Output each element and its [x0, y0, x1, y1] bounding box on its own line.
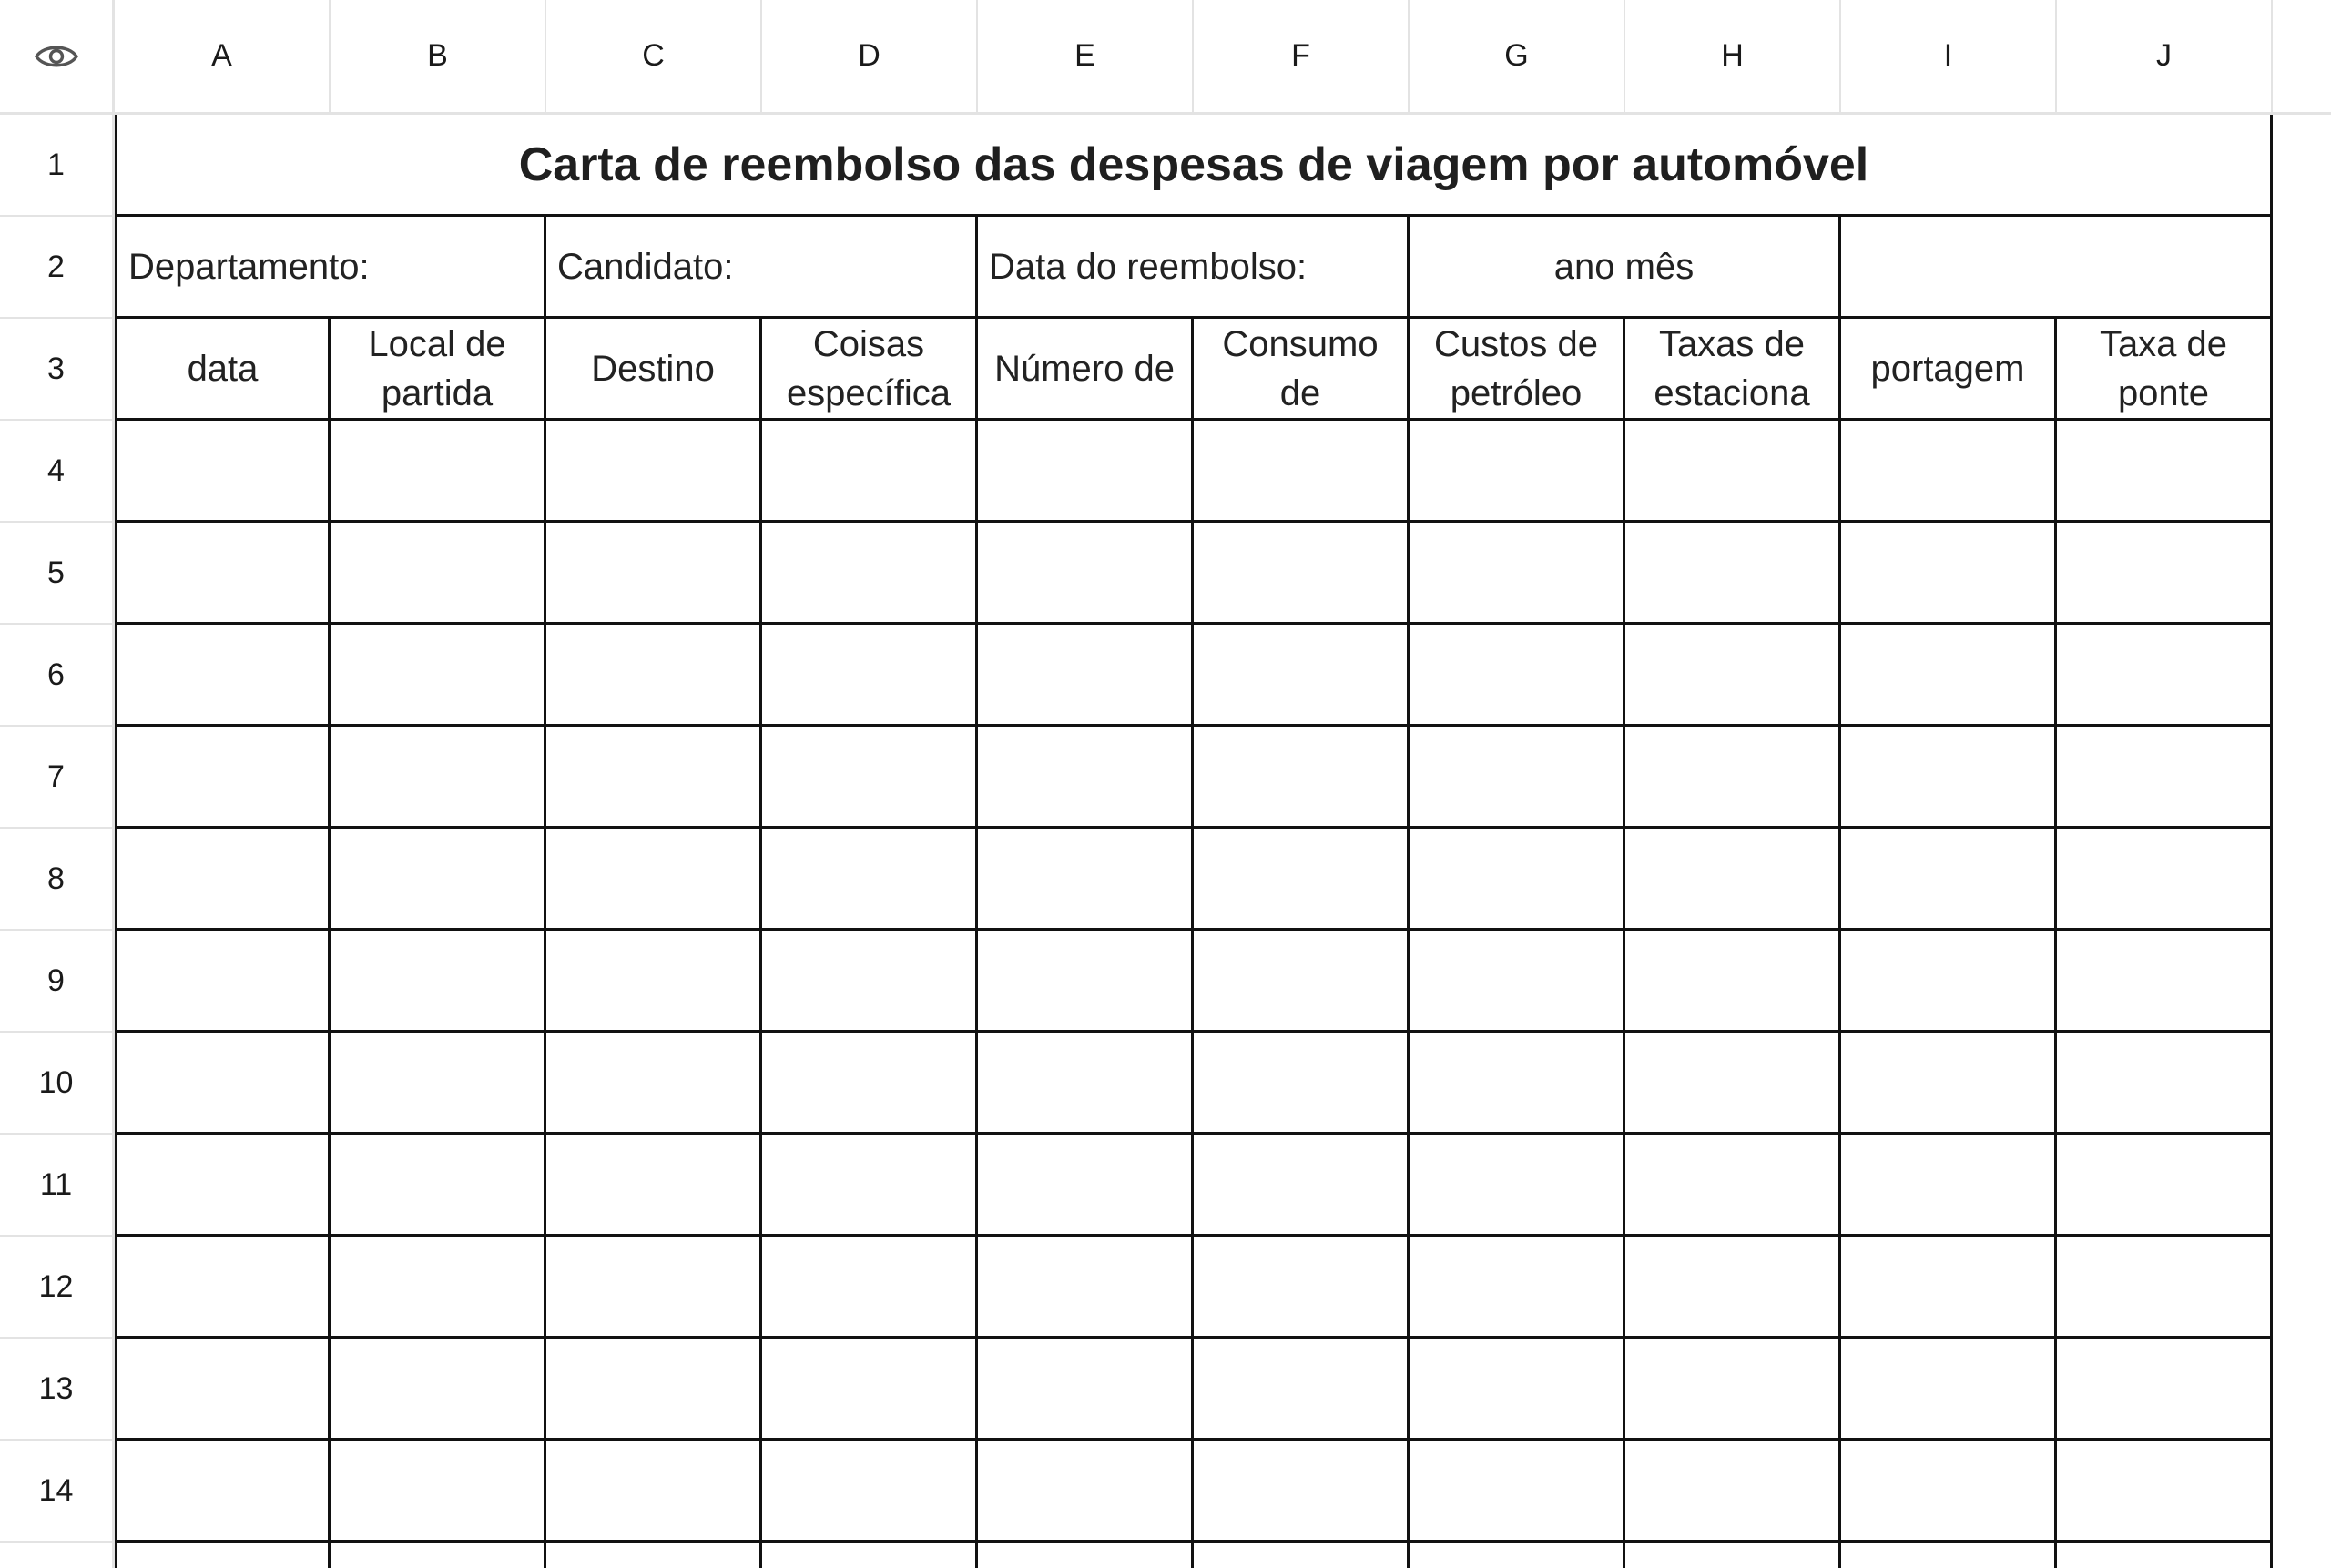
select-all-corner[interactable]: [0, 0, 115, 115]
cell-b7[interactable]: [331, 727, 546, 829]
cell-c10[interactable]: [546, 1033, 762, 1135]
cell-partial: [762, 1543, 978, 1568]
cell-h13[interactable]: [1625, 1339, 1841, 1441]
cell-f4[interactable]: [1194, 421, 1410, 523]
cell-f8[interactable]: [1194, 829, 1410, 931]
cell-c7[interactable]: [546, 727, 762, 829]
table-header-j[interactable]: Taxa de ponte: [2057, 319, 2273, 421]
cell-g9[interactable]: [1410, 931, 1625, 1033]
cell-c11[interactable]: [546, 1135, 762, 1237]
cell-f9[interactable]: [1194, 931, 1410, 1033]
applicant-label[interactable]: Candidato:: [546, 217, 978, 319]
cell-j13[interactable]: [2057, 1339, 2273, 1441]
cell-j7[interactable]: [2057, 727, 2273, 829]
cell-i12[interactable]: [1841, 1237, 2057, 1339]
cell-partial: [978, 1543, 1194, 1568]
cell-c9[interactable]: [546, 931, 762, 1033]
cell-d13[interactable]: [762, 1339, 978, 1441]
column-header-j[interactable]: J: [2057, 0, 2273, 115]
cell-e13[interactable]: [978, 1339, 1194, 1441]
cell-j4[interactable]: [2057, 421, 2273, 523]
cell-d7[interactable]: [762, 727, 978, 829]
cell-a10[interactable]: [115, 1033, 331, 1135]
row-header-partial: [0, 1543, 115, 1568]
cell-partial: [2057, 1543, 2273, 1568]
cell-b6[interactable]: [331, 625, 546, 727]
cell-c13[interactable]: [546, 1339, 762, 1441]
cell-g13[interactable]: [1410, 1339, 1625, 1441]
cell-d9[interactable]: [762, 931, 978, 1033]
cell-b8[interactable]: [331, 829, 546, 931]
cell-e10[interactable]: [978, 1033, 1194, 1135]
table-header-h[interactable]: Taxas de estaciona: [1625, 319, 1841, 421]
cell-i9[interactable]: [1841, 931, 2057, 1033]
row-header-2[interactable]: 2: [0, 217, 115, 319]
cell-i10[interactable]: [1841, 1033, 2057, 1135]
row-header-10[interactable]: 10: [0, 1033, 115, 1135]
cell-g4[interactable]: [1410, 421, 1625, 523]
cell-j5[interactable]: [2057, 523, 2273, 625]
column-header-g[interactable]: G: [1410, 0, 1625, 115]
column-header-h[interactable]: H: [1625, 0, 1841, 115]
cell-j10[interactable]: [2057, 1033, 2273, 1135]
row-header-3[interactable]: 3: [0, 319, 115, 421]
column-header-blank: [2273, 0, 2331, 115]
cell-g14[interactable]: [1410, 1441, 1625, 1543]
cell-d11[interactable]: [762, 1135, 978, 1237]
cell-i4[interactable]: [1841, 421, 2057, 523]
cell-j9[interactable]: [2057, 931, 2273, 1033]
row-header-9[interactable]: 9: [0, 931, 115, 1033]
cell-d4[interactable]: [762, 421, 978, 523]
cell-c12[interactable]: [546, 1237, 762, 1339]
cell-i11[interactable]: [1841, 1135, 2057, 1237]
cell-h5[interactable]: [1625, 523, 1841, 625]
eye-icon[interactable]: [34, 41, 79, 72]
cell-g6[interactable]: [1410, 625, 1625, 727]
column-header-d[interactable]: D: [762, 0, 978, 115]
cell-f13[interactable]: [1194, 1339, 1410, 1441]
cell-j6[interactable]: [2057, 625, 2273, 727]
cell-e5[interactable]: [978, 523, 1194, 625]
cell-g8[interactable]: [1410, 829, 1625, 931]
cell-a12[interactable]: [115, 1237, 331, 1339]
cell-f14[interactable]: [1194, 1441, 1410, 1543]
table-header-i[interactable]: portagem: [1841, 319, 2057, 421]
sheet-title[interactable]: Carta de reembolso das despesas de viagem por automóvel: [115, 115, 2273, 217]
row-header-14[interactable]: 14: [0, 1441, 115, 1543]
cell-f11[interactable]: [1194, 1135, 1410, 1237]
table-header-e[interactable]: Número de: [978, 319, 1194, 421]
cell-c6[interactable]: [546, 625, 762, 727]
cell-a5[interactable]: [115, 523, 331, 625]
cell-f12[interactable]: [1194, 1237, 1410, 1339]
cell-j12[interactable]: [2057, 1237, 2273, 1339]
cell-partial: [1410, 1543, 1625, 1568]
cell-f6[interactable]: [1194, 625, 1410, 727]
column-header-c[interactable]: C: [546, 0, 762, 115]
cell-e7[interactable]: [978, 727, 1194, 829]
cell-h9[interactable]: [1625, 931, 1841, 1033]
cell-i5[interactable]: [1841, 523, 2057, 625]
column-header-i[interactable]: I: [1841, 0, 2057, 115]
cell-d5[interactable]: [762, 523, 978, 625]
cell-g11[interactable]: [1410, 1135, 1625, 1237]
cell-d6[interactable]: [762, 625, 978, 727]
cell-e9[interactable]: [978, 931, 1194, 1033]
table-header-d[interactable]: Coisas específica: [762, 319, 978, 421]
row-header-1[interactable]: 1: [0, 115, 115, 217]
cell-h4[interactable]: [1625, 421, 1841, 523]
cell-a9[interactable]: [115, 931, 331, 1033]
cell-e14[interactable]: [978, 1441, 1194, 1543]
cell-d10[interactable]: [762, 1033, 978, 1135]
cell-b14[interactable]: [331, 1441, 546, 1543]
cell-g12[interactable]: [1410, 1237, 1625, 1339]
table-header-a[interactable]: data: [115, 319, 331, 421]
cell-b13[interactable]: [331, 1339, 546, 1441]
cell-partial: [546, 1543, 762, 1568]
cell-a13[interactable]: [115, 1339, 331, 1441]
row-header-11[interactable]: 11: [0, 1135, 115, 1237]
row-header-6[interactable]: 6: [0, 625, 115, 727]
row-header-4[interactable]: 4: [0, 421, 115, 523]
cell-h8[interactable]: [1625, 829, 1841, 931]
cell-a8[interactable]: [115, 829, 331, 931]
row-header-7[interactable]: 7: [0, 727, 115, 829]
cell-h11[interactable]: [1625, 1135, 1841, 1237]
column-header-f[interactable]: F: [1194, 0, 1410, 115]
cell-f5[interactable]: [1194, 523, 1410, 625]
cell-f10[interactable]: [1194, 1033, 1410, 1135]
cell-a11[interactable]: [115, 1135, 331, 1237]
column-header-a[interactable]: A: [115, 0, 331, 115]
cell-partial: [1625, 1543, 1841, 1568]
table-header-f[interactable]: Consumo de: [1194, 319, 1410, 421]
cell-e6[interactable]: [978, 625, 1194, 727]
cell-a7[interactable]: [115, 727, 331, 829]
cell-b11[interactable]: [331, 1135, 546, 1237]
cell-h6[interactable]: [1625, 625, 1841, 727]
cell-e8[interactable]: [978, 829, 1194, 931]
cell-partial: [1841, 1543, 2057, 1568]
cell-d12[interactable]: [762, 1237, 978, 1339]
cell-j11[interactable]: [2057, 1135, 2273, 1237]
cell-f7[interactable]: [1194, 727, 1410, 829]
table-header-g[interactable]: Custos de petróleo: [1410, 319, 1625, 421]
cell-b12[interactable]: [331, 1237, 546, 1339]
row-header-5[interactable]: 5: [0, 523, 115, 625]
cell-i6[interactable]: [1841, 625, 2057, 727]
cell-e11[interactable]: [978, 1135, 1194, 1237]
cell-e12[interactable]: [978, 1237, 1194, 1339]
cell-b5[interactable]: [331, 523, 546, 625]
cell-i7[interactable]: [1841, 727, 2057, 829]
cell-h14[interactable]: [1625, 1441, 1841, 1543]
cell-d8[interactable]: [762, 829, 978, 931]
cell-d14[interactable]: [762, 1441, 978, 1543]
cell-g5[interactable]: [1410, 523, 1625, 625]
row-header-12[interactable]: 12: [0, 1237, 115, 1339]
cell-partial: [1194, 1543, 1410, 1568]
table-header-c[interactable]: Destino: [546, 319, 762, 421]
row-header-13[interactable]: 13: [0, 1339, 115, 1441]
table-header-b[interactable]: Local de partida: [331, 319, 546, 421]
reimbursement-date-label[interactable]: Data do reembolso:: [978, 217, 1410, 319]
cell-c5[interactable]: [546, 523, 762, 625]
cell-b4[interactable]: [331, 421, 546, 523]
cell-i8[interactable]: [1841, 829, 2057, 931]
cell-partial: [115, 1543, 331, 1568]
department-label[interactable]: Departamento:: [115, 217, 546, 319]
cell-c4[interactable]: [546, 421, 762, 523]
cell-i14[interactable]: [1841, 1441, 2057, 1543]
cell-b9[interactable]: [331, 931, 546, 1033]
cell-c14[interactable]: [546, 1441, 762, 1543]
cell-a4[interactable]: [115, 421, 331, 523]
cell-i13[interactable]: [1841, 1339, 2057, 1441]
cell-h7[interactable]: [1625, 727, 1841, 829]
cell-b10[interactable]: [331, 1033, 546, 1135]
cell-h12[interactable]: [1625, 1237, 1841, 1339]
cell-e4[interactable]: [978, 421, 1194, 523]
cell-j8[interactable]: [2057, 829, 2273, 931]
year-month-cell[interactable]: ano mês: [1410, 217, 1841, 319]
cell-h10[interactable]: [1625, 1033, 1841, 1135]
row2-blank-cell[interactable]: [1841, 217, 2273, 319]
row-header-8[interactable]: 8: [0, 829, 115, 931]
column-header-b[interactable]: B: [331, 0, 546, 115]
cell-g10[interactable]: [1410, 1033, 1625, 1135]
cell-partial: [331, 1543, 546, 1568]
cell-a14[interactable]: [115, 1441, 331, 1543]
column-header-e[interactable]: E: [978, 0, 1194, 115]
cell-g7[interactable]: [1410, 727, 1625, 829]
cell-j14[interactable]: [2057, 1441, 2273, 1543]
cell-c8[interactable]: [546, 829, 762, 931]
cell-a6[interactable]: [115, 625, 331, 727]
